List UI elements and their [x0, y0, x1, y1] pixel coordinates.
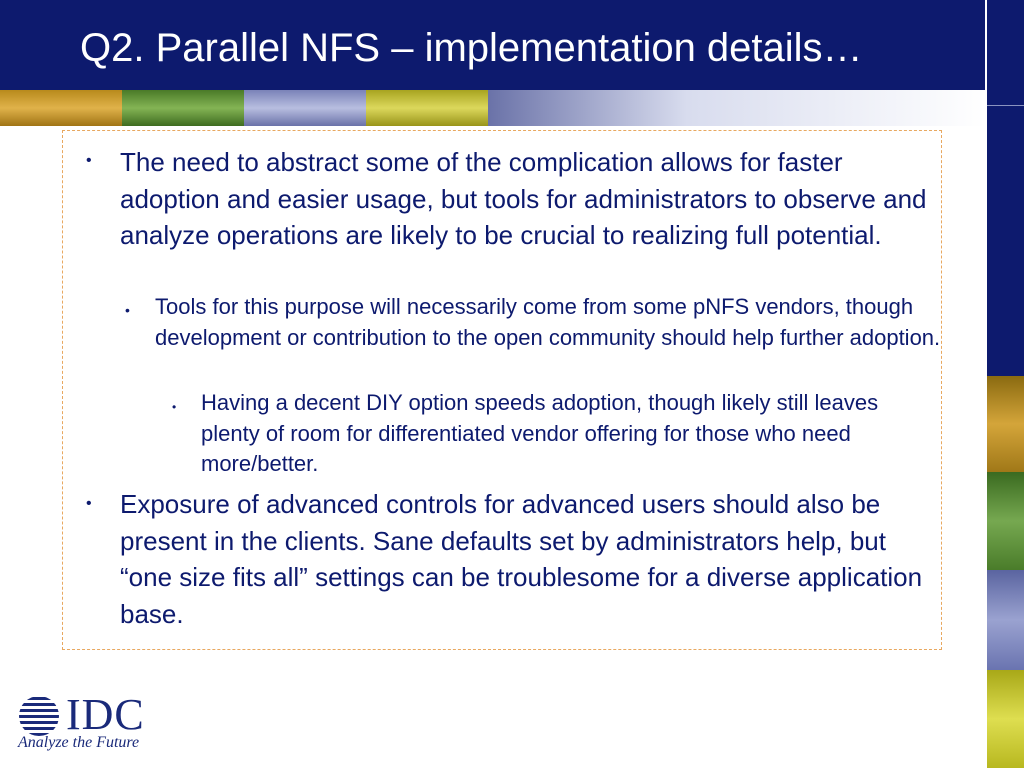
title-bar — [0, 0, 985, 90]
right-bar-navy — [987, 106, 1024, 376]
stripe-periwinkle — [244, 90, 366, 126]
logo-tagline: Analyze the Future — [18, 734, 140, 751]
right-color-bar — [987, 0, 1024, 768]
right-bar-top — [987, 0, 1024, 106]
slide-title: Q2. Parallel NFS – implementation details… — [80, 26, 863, 70]
color-stripe — [0, 90, 985, 126]
bullet-dot-icon: • — [125, 302, 130, 318]
globe-icon — [18, 695, 60, 737]
bullet-dot-icon: • — [172, 400, 177, 414]
bullet-level-1: The need to abstract some of the complication allows for faster adoption and easier usage, but tools for administrators to observe and analyze operations are likely to be crucial to realizing full potential. — [120, 147, 927, 250]
bullet-level-2: Tools for this purpose will necessarily come from some pNFS vendors, though development or contribution to the open community should help further adoption. — [155, 294, 941, 350]
stripe-gold — [0, 90, 122, 126]
bullet-level-1: Exposure of advanced controls for advanced users should also be present in the clients. Sane defaults set by administrators help, but “one size fits all” settings can be troublesome for a diverse application base. — [120, 489, 923, 629]
right-bar-periwinkle — [987, 570, 1024, 670]
idc-logo — [18, 690, 178, 760]
right-bar-gold — [987, 376, 1024, 472]
stripe-green — [122, 90, 244, 126]
right-bar-green — [987, 472, 1024, 570]
logo-wordmark: IDC — [66, 690, 145, 739]
stripe-fade — [488, 90, 985, 126]
bullet-dot-icon: • — [86, 152, 92, 169]
bullet-level-3: Having a decent DIY option speeds adoption, though likely still leaves plenty of room for differentiated vendor offering for those who need more/better. — [201, 390, 879, 476]
right-bar-yellow — [987, 670, 1024, 768]
bullet-dot-icon: • — [86, 495, 92, 512]
stripe-yellow — [366, 90, 488, 126]
